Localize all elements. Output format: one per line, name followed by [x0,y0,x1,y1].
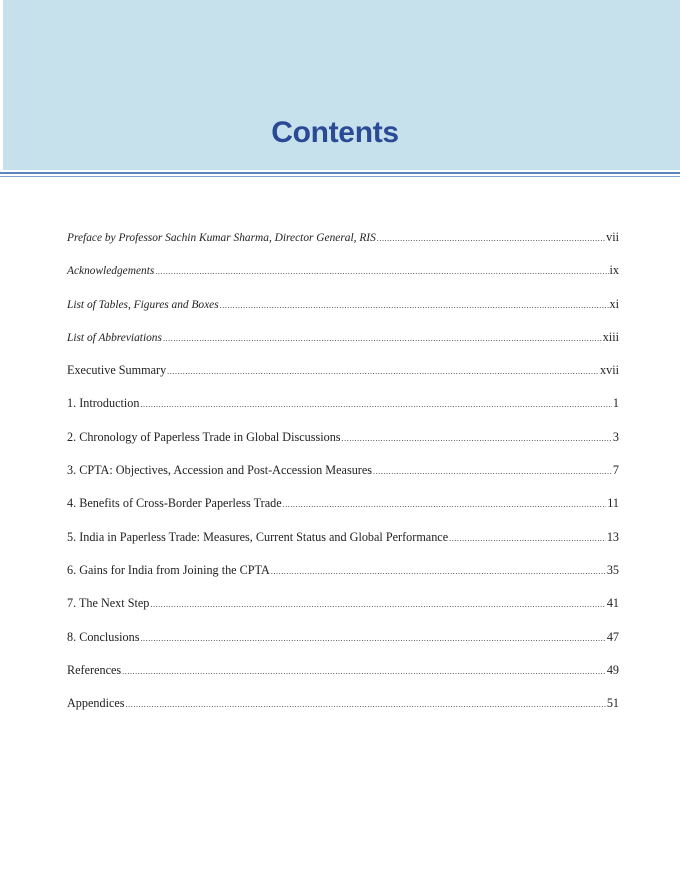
toc-entry-label: 6. Gains for India from Joining the CPTA [67,562,270,577]
header-rule-thin [0,176,680,177]
toc-entry-page: 47 [606,629,619,644]
toc-entry-label: Acknowledgements [67,265,155,278]
toc-leader-dots [126,692,606,716]
toc-leader-dots [377,226,605,250]
toc-entry-page: vii [606,230,619,244]
toc-entry-label: References [67,662,122,677]
toc-entry-label: 2. Chronology of Paperless Trade in Global Discussions [67,429,341,444]
toc-entry-page: 41 [606,596,619,611]
toc-entry-india-paperless-trade[interactable] [67,526,619,559]
page-title: Contents [271,116,399,149]
toc-entry-label: Appendices [67,696,125,711]
toc-entry-page: 49 [606,662,619,677]
header-rule-thick [0,172,680,174]
toc-entry-label: 5. India in Paperless Trade: Measures, Current Status and Global Performance [67,529,449,544]
toc-leader-dots [163,326,602,350]
toc-entry-page: 7 [612,463,619,478]
toc-entry-list-of-abbreviations[interactable] [67,326,619,359]
toc-entry-page: xvii [600,363,619,378]
toc-leader-dots [342,426,612,450]
toc-leader-dots [155,259,608,283]
toc-entry-label: 1. Introduction [67,396,140,411]
toc-entry-page: xiii [602,329,619,344]
toc-entry-appendices[interactable] [67,692,619,725]
toc-entry-conclusions[interactable] [67,626,619,659]
toc-leader-dots [449,526,606,550]
toc-entry-page: 1 [612,396,619,411]
toc-entry-gains-for-india[interactable] [67,559,619,592]
toc-entry-page: ix [609,263,619,278]
toc-leader-dots [271,559,606,583]
table-of-contents [67,226,619,725]
toc-entry-page: 11 [607,496,619,511]
toc-entry-next-step[interactable] [67,592,619,625]
toc-entry-label: List of Tables, Figures and Boxes [67,298,219,311]
toc-entry-label: Preface by Professor Sachin Kumar Sharma, Director General, RIS [67,232,376,244]
toc-entry-label: 8. Conclusions [67,629,140,644]
toc-entry-cpta-objectives[interactable] [67,459,619,492]
toc-entry-page: xi [609,296,619,311]
toc-entry-references[interactable] [67,659,619,692]
toc-leader-dots [373,459,612,483]
toc-entry-executive-summary[interactable] [67,359,619,392]
toc-entry-introduction[interactable] [67,392,619,425]
toc-entry-page: 35 [606,562,619,577]
toc-entry-list-of-tables[interactable] [67,293,619,326]
toc-entry-acknowledgements[interactable] [67,259,619,292]
toc-entry-benefits[interactable] [67,492,619,525]
toc-leader-dots [220,293,609,317]
toc-entry-preface[interactable] [67,226,619,259]
toc-leader-dots [150,592,605,616]
toc-leader-dots [283,492,607,516]
toc-entry-label: List of Abbreviations [67,331,162,344]
toc-leader-dots [140,626,605,650]
toc-entry-label: 4. Benefits of Cross-Border Paperless Trade [67,496,282,511]
toc-entry-label: 7. The Next Step [67,596,150,611]
toc-leader-dots [122,659,606,683]
toc-entry-page: 3 [612,429,619,444]
toc-entry-label: 3. CPTA: Objectives, Accession and Post-Accession Measures [67,463,373,478]
toc-entry-page: 51 [606,696,619,711]
toc-leader-dots [167,359,599,383]
toc-entry-chronology[interactable] [67,426,619,459]
toc-leader-dots [140,392,611,416]
toc-entry-page: 13 [606,529,619,544]
toc-entry-label: Executive Summary [67,363,167,378]
